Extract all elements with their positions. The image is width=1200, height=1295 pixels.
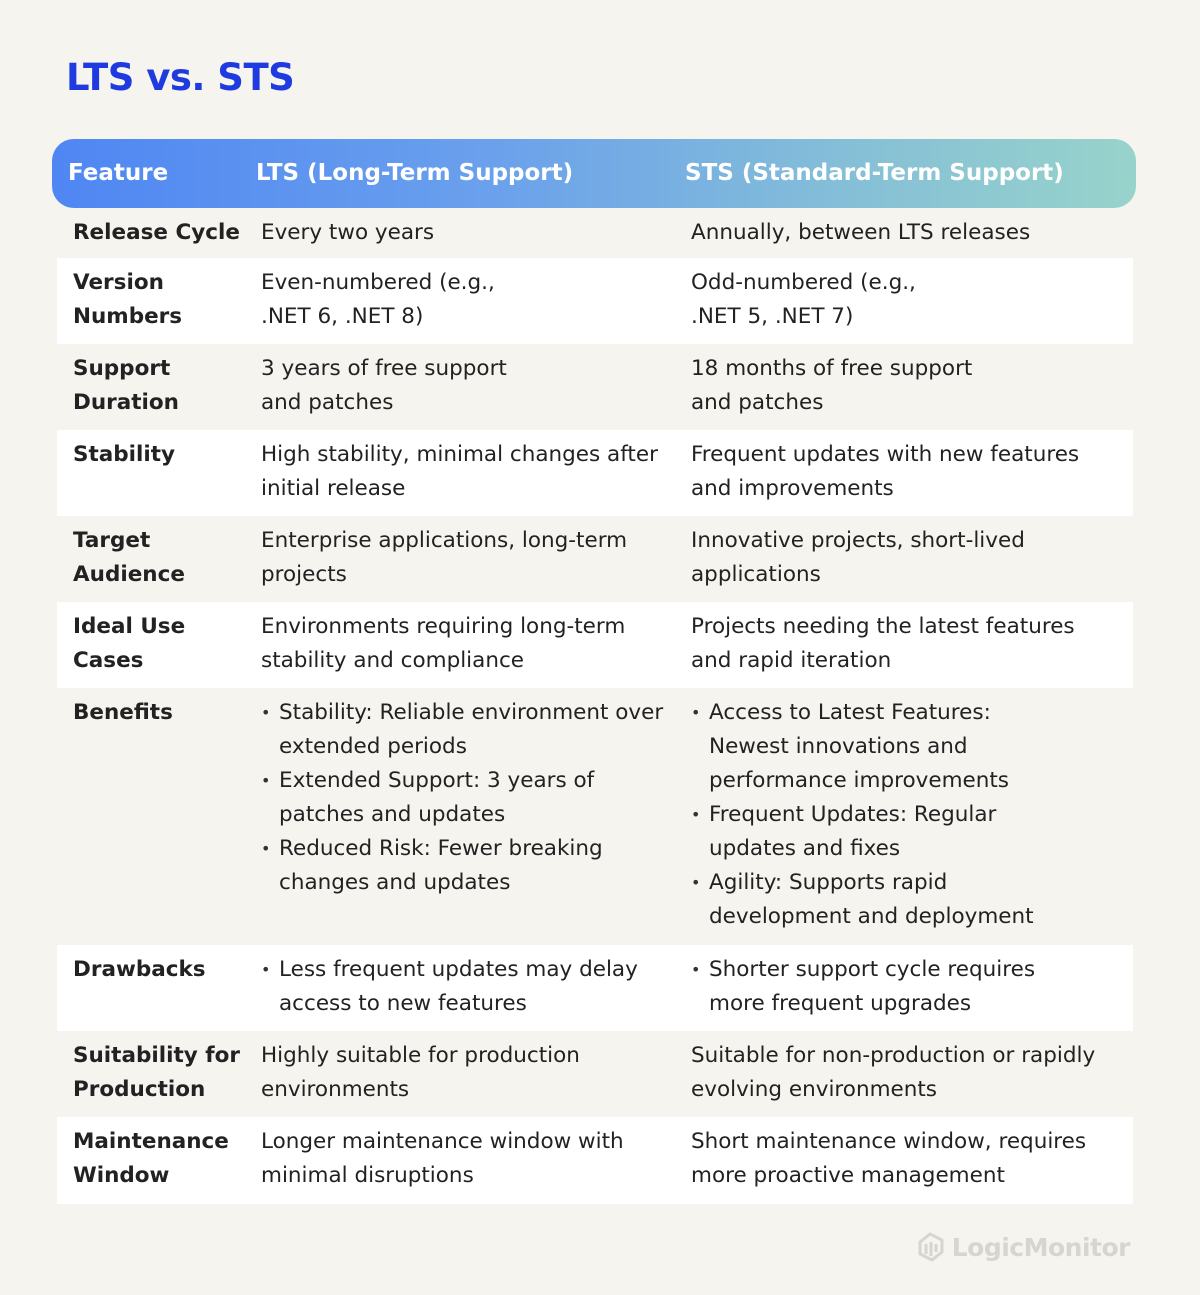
feature-cell: Drawbacks	[73, 957, 206, 982]
table-body	[57, 208, 1133, 1204]
lts-cell: 3 years of free support and patches	[261, 356, 507, 415]
lts-cell: Every two years	[261, 220, 435, 245]
table-row	[57, 258, 1133, 344]
feature-cell: Suitability for Production	[73, 1043, 240, 1102]
lts-benefits-list	[261, 696, 676, 900]
list-item: • Access to Latest Features: Newest innovations and performance improvements	[691, 696, 1071, 798]
feature-cell: Support Duration	[73, 356, 179, 415]
table-row	[57, 945, 1133, 1031]
list-item: • Extended Support: 3 years of patches and updates	[261, 764, 676, 832]
table-row	[57, 688, 1133, 945]
header-lts: LTS (Long-Term Support)	[256, 160, 574, 186]
feature-cell: Version Numbers	[73, 270, 183, 329]
list-item: • Less frequent updates may delay access to new features	[261, 953, 676, 1021]
feature-cell: Target Audience	[73, 528, 185, 587]
list-item: • Stability: Reliable environment over extended periods	[261, 696, 676, 764]
feature-cell: Release Cycle	[73, 220, 240, 245]
page-title: LTS vs. STS	[66, 56, 295, 99]
table-row	[57, 602, 1133, 688]
header-feature: Feature	[68, 160, 169, 186]
list-item: • Frequent Updates: Regular updates and fixes	[691, 798, 1071, 866]
lts-cell: Highly suitable for production environments	[261, 1043, 580, 1102]
sts-cell: Projects needing the latest features and rapid iteration	[691, 614, 1075, 673]
sts-cell: 18 months of free support and patches	[691, 356, 973, 415]
table-row	[57, 344, 1133, 430]
sts-benefits-list	[691, 696, 1071, 934]
logicmonitor-logo-icon	[916, 1230, 946, 1264]
sts-cell: Frequent updates with new features and improvements	[691, 442, 1080, 501]
logicmonitor-logo	[916, 1230, 1130, 1264]
feature-cell: Stability	[73, 442, 176, 467]
table-row	[57, 516, 1133, 602]
sts-cell: Odd-numbered (e.g., .NET 5, .NET 7)	[691, 270, 916, 329]
sts-cell: Short maintenance window, requires more proactive management	[691, 1129, 1087, 1188]
sts-drawbacks-list	[691, 953, 1091, 1021]
lts-cell: Enterprise applications, long-term projects	[261, 528, 628, 587]
table-header	[52, 139, 1136, 208]
table-row	[57, 430, 1133, 516]
feature-cell: Benefits	[73, 700, 173, 725]
feature-cell: Ideal Use Cases	[73, 614, 186, 673]
lts-cell: Even-numbered (e.g., .NET 6, .NET 8)	[261, 270, 495, 329]
lts-cell: High stability, minimal changes after initial release	[261, 442, 658, 501]
sts-cell: Suitable for non-production or rapidly evolving environments	[691, 1043, 1096, 1102]
lts-cell: Environments requiring long-term stability and compliance	[261, 614, 626, 673]
comparison-table	[52, 139, 1136, 1204]
lts-drawbacks-list	[261, 953, 676, 1021]
header-sts: STS (Standard-Term Support)	[685, 160, 1064, 186]
list-item: • Reduced Risk: Fewer breaking changes and updates	[261, 832, 676, 900]
sts-cell: Innovative projects, short-lived applications	[691, 528, 1025, 587]
sts-cell: Annually, between LTS releases	[691, 220, 1031, 245]
table-row	[57, 1117, 1133, 1204]
logo-text: LogicMonitor	[951, 1232, 1130, 1262]
list-item: • Agility: Supports rapid development and deployment	[691, 866, 1071, 934]
list-item: • Shorter support cycle requires more frequent upgrades	[691, 953, 1091, 1021]
lts-cell: Longer maintenance window with minimal disruptions	[261, 1129, 624, 1188]
table-row	[57, 208, 1133, 258]
table-row	[57, 1031, 1133, 1117]
feature-cell: Maintenance Window	[73, 1129, 229, 1188]
